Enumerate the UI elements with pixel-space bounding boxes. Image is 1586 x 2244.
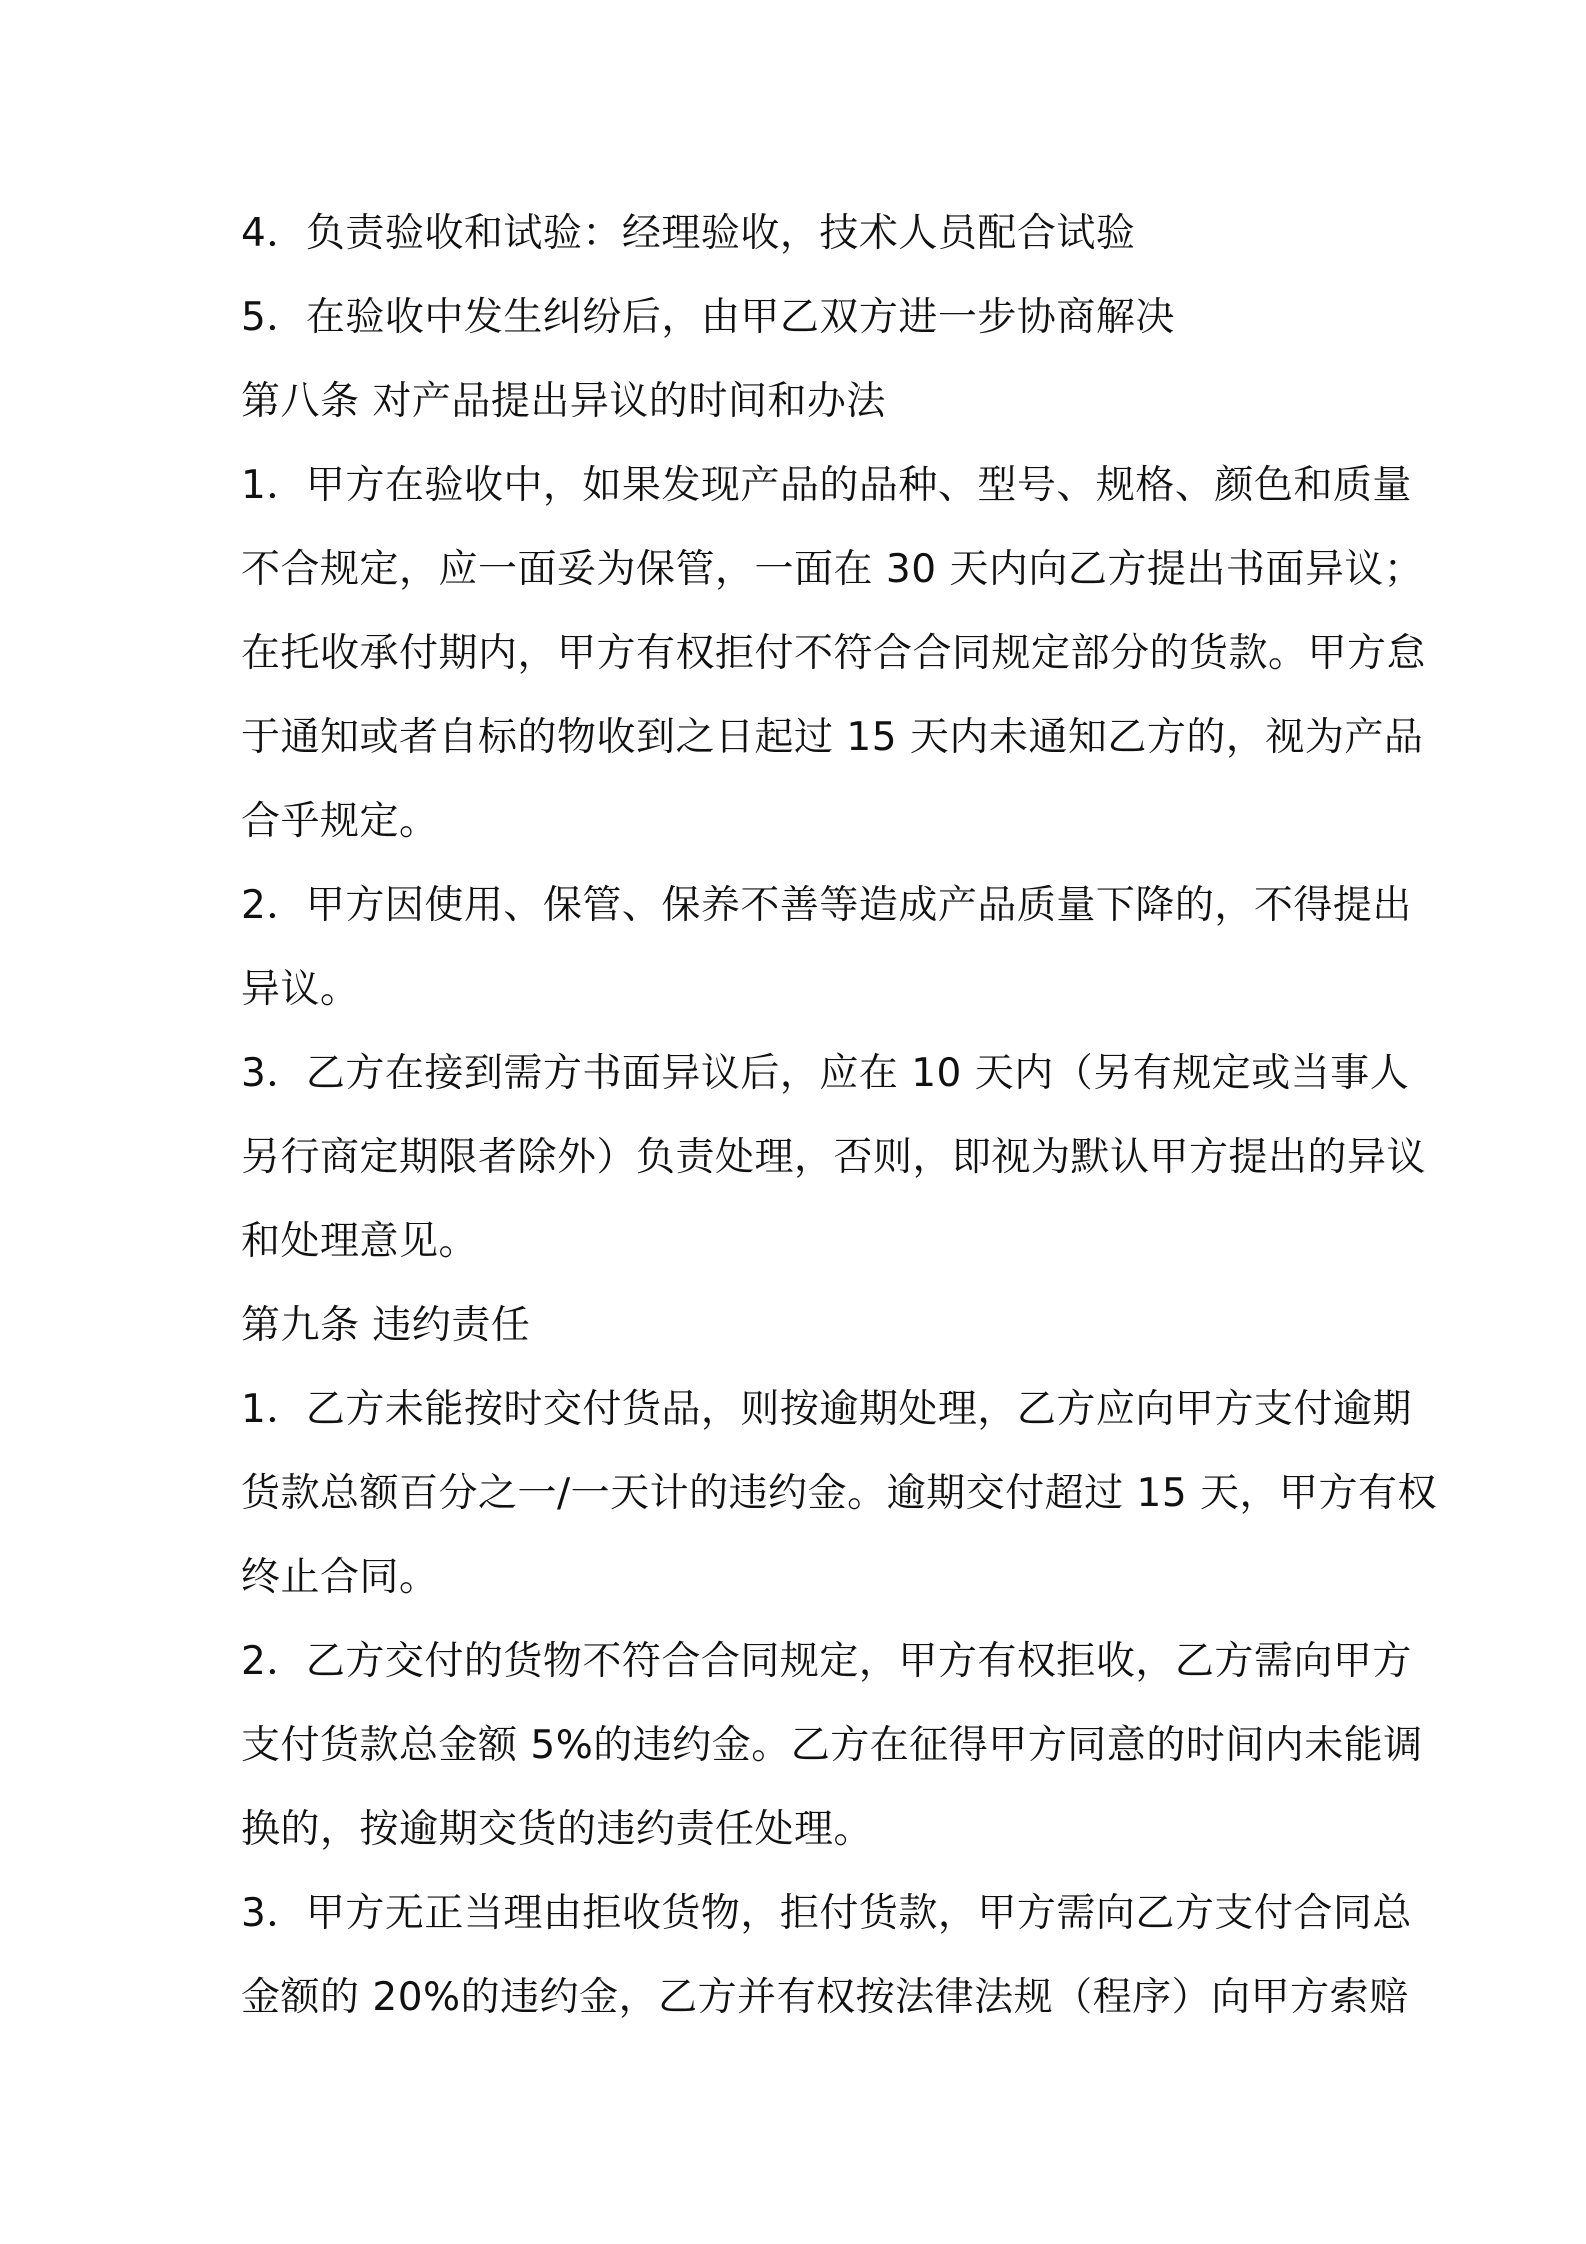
- article-8-clause-3-line-3: 和处理意见。: [241, 1219, 479, 1264]
- article-9-clause-2-line-1: 2．乙方交付的货物不符合合同规定，甲方有权拒收，乙方需向甲方: [241, 1639, 1412, 1684]
- article-8-clause-1-line-2: 不合规定，应一面妥为保管，一面在 30 天内向乙方提出书面异议；: [241, 547, 1424, 592]
- article-8-clause-1-line-4: 于通知或者自标的物收到之日起过 15 天内未通知乙方的，视为产品: [241, 715, 1424, 760]
- article-8-clause-3-line-1: 3．乙方在接到需方书面异议后，应在 10 天内（另有规定或当事人: [241, 1051, 1410, 1096]
- article-9-clause-1-line-3: 终止合同。: [241, 1555, 439, 1600]
- article-9-clause-1-line-1: 1．乙方未能按时交付货品，则按逾期处理，乙方应向甲方支付逾期: [241, 1387, 1412, 1432]
- text-line-item-4: 4．负责验收和试验：经理验收，技术人员配合试验: [241, 211, 1136, 256]
- article-8-clause-3-line-2: 另行商定期限者除外）负责处理，否则，即视为默认甲方提出的异议: [241, 1135, 1427, 1180]
- document-body: [241, 192, 1438, 2040]
- article-9-clause-1-line-2: 货款总额百分之一/一天计的违约金。逾期交付超过 15 天，甲方有权: [241, 1471, 1438, 1516]
- article-9-clause-2-line-2: 支付货款总金额 5%的违约金。乙方在征得甲方同意的时间内未能调: [241, 1723, 1423, 1768]
- article-8-clause-2-line-1: 2．甲方因使用、保管、保养不善等造成产品质量下降的，不得提出: [241, 883, 1412, 928]
- article-9-clause-3-line-1: 3．甲方无正当理由拒收货物，拒付货款，甲方需向乙方支付合同总: [241, 1891, 1412, 1936]
- article-8-clause-2-line-2: 异议。: [241, 967, 360, 1012]
- article-9-clause-2-line-3: 换的，按逾期交货的违约责任处理。: [241, 1807, 874, 1852]
- article-9-heading: 第九条 违约责任: [241, 1303, 531, 1348]
- text-line-item-5: 5．在验收中发生纠纷后，由甲乙双方进一步协商解决: [241, 295, 1175, 340]
- article-8-clause-1-line-1: 1．甲方在验收中，如果发现产品的品种、型号、规格、颜色和质量: [241, 463, 1412, 508]
- article-8-clause-1-line-3: 在托收承付期内，甲方有权拒付不符合合同规定部分的货款。甲方怠: [241, 631, 1427, 676]
- article-8-heading: 第八条 对产品提出异议的时间和办法: [241, 379, 886, 424]
- article-8-clause-1-line-5: 合乎规定。: [241, 799, 439, 844]
- article-9-clause-3-line-2: 金额的 20%的违约金，乙方并有权按法律法规（程序）向甲方索赔: [241, 1975, 1409, 2020]
